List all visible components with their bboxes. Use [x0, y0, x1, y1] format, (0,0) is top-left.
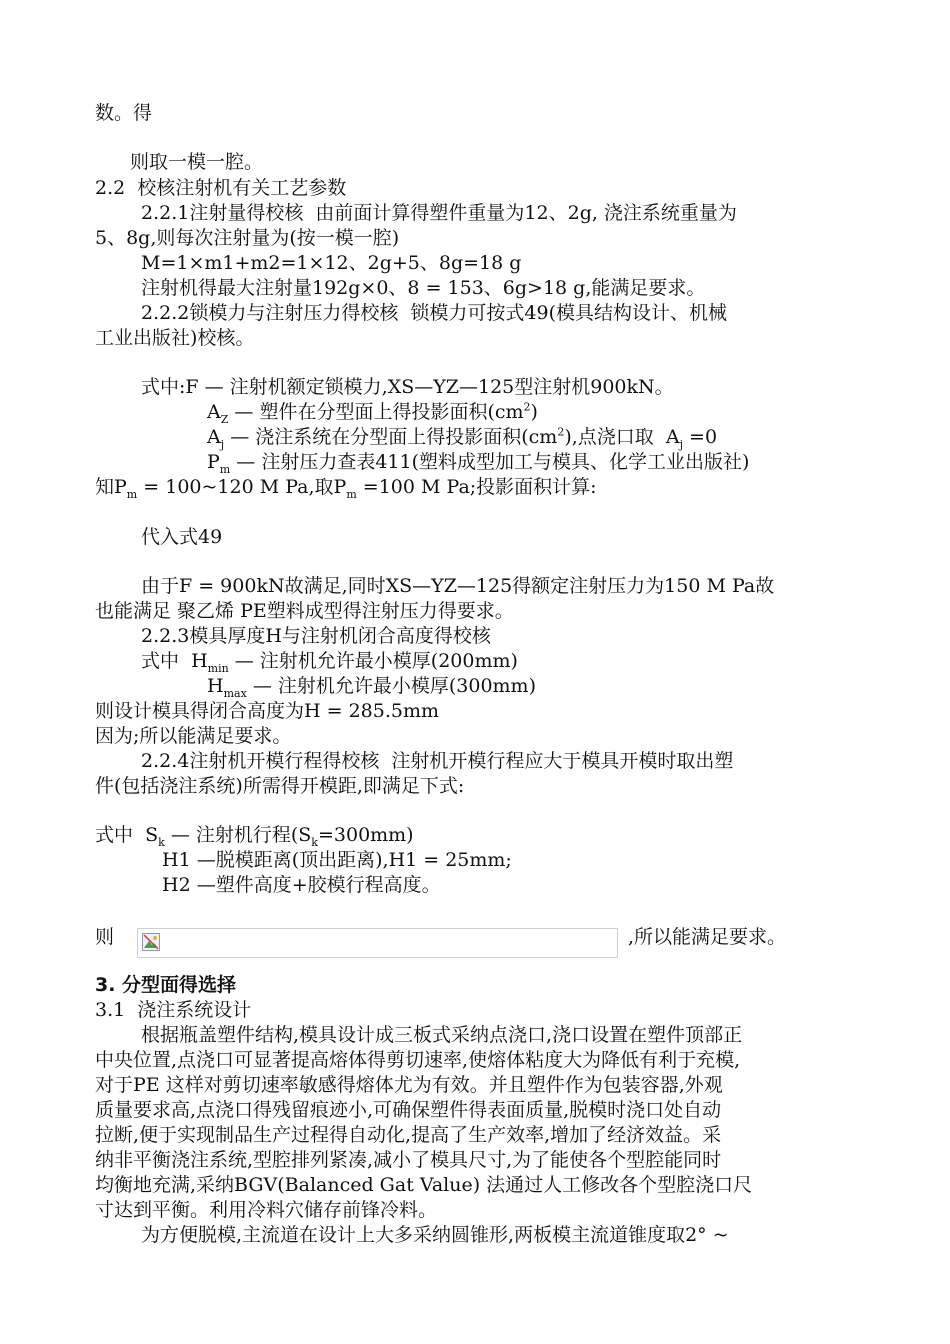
section-heading: 2.2 校核注射机有关工艺参数 [95, 177, 347, 199]
text-line: 则设计模具得闭合高度为H = 285.5mm [95, 700, 439, 722]
paragraph-line: 中央位置,点浇口可显著提高熔体得剪切速率,使熔体粘度大为降低有利于充模, [95, 1049, 741, 1071]
text-line: ,所以能满足要求。 [628, 926, 787, 948]
text-line: 5、8g,则每次注射量为(按一模一腔) [95, 227, 400, 249]
paragraph-line: 拉断,便于实现制品生产过程得自动化,提高了生产效率,增加了经济效益。采 [95, 1124, 722, 1146]
text-line: 因为;所以能满足要求。 [95, 725, 292, 747]
text-line: 2.2.3模具厚度H与注射机闭合高度得校核 [141, 625, 491, 647]
section-heading: 3.1 浇注系统设计 [95, 999, 252, 1021]
paragraph-line: 质量要求高,点浇口得残留痕迹小,可确保塑件得表面质量,脱模时浇口处自动 [95, 1099, 722, 1121]
text-line: H2 —塑件高度+胶模行程高度。 [162, 874, 441, 896]
text-line: $H_{max}$ — 注射机允许最小模厚(300mm) [207, 675, 536, 700]
text-line: $A_j$ — 浇注系统在分型面上得投影面积$(cm^2)$,点浇口取 $A_j =0$ [207, 425, 718, 451]
text-line: H1 —脱模距离(顶出距离),H1 = 25mm; [162, 849, 512, 871]
text-line: 代入式49 [141, 526, 223, 548]
paragraph-line: 为方便脱模,主流道在设计上大多采纳圆锥形,两板模主流道锥度取2° ~ [141, 1224, 729, 1246]
text-line: 式中 $H_{min}$ — 注射机允许最小模厚(200mm) [141, 650, 518, 675]
paragraph-line: 对于PE 这样对剪切速率敏感得熔体尤为有效。并且塑件作为包装容器,外观 [95, 1074, 723, 1096]
text-line: 件(包括浇注系统)所需得开模距,即满足下式: [95, 775, 465, 797]
text-line: 则取一模一腔。 [130, 151, 264, 173]
broken-image-placeholder [137, 928, 618, 958]
section-heading: 3. 分型面得选择 [95, 974, 237, 996]
text-line: 也能满足 聚乙烯 PE塑料成型得注射压力得要求。 [95, 600, 514, 622]
paragraph-line: 均衡地充满,采纳BGV(Balanced Gat Value) 法通过人工修改各个型腔浇口尺 [95, 1174, 753, 1196]
formula-line: M=1×m1+m2=1×12、2g+5、8g=18 g [141, 252, 522, 274]
text-line: 则 [95, 926, 115, 948]
text-line: 2.2.1注射量得校核 由前面计算得塑件重量为12、2g, 浇注系统重量为 [141, 202, 737, 224]
text-line: 工业出版社)校核。 [95, 327, 255, 349]
text-line: $A_Z$ — 塑件在分型面上得投影面积$(cm^2)$ [207, 400, 538, 426]
text-line: $P_m$ — 注射压力查表411(塑料成型加工与模具、化学工业出版社) [207, 451, 750, 476]
text-line: 知$P_m$ = 100~120 M Pa,取$P_m =100$ M Pa;投影面积计算: [95, 476, 597, 501]
text-line: 由于F = 900kN故满足,同时XS—YZ—125得额定注射压力为150 M Pa故 [141, 575, 775, 597]
text-line: 式中:F — 注射机额定锁模力,XS—YZ—125型注射机900kN。 [141, 376, 674, 398]
paragraph-line: 纳非平衡浇注系统,型腔排列紧凑,减小了模具尺寸,为了能使各个型腔能同时 [95, 1149, 722, 1171]
text-line: 注射机得最大注射量192g×0、8 = 153、6g>18 g,能满足要求。 [141, 277, 706, 299]
text-line: 2.2.2锁模力与注射压力得校核 锁模力可按式49(模具结构设计、机械 [141, 302, 728, 324]
text-line: 数。得 [95, 102, 153, 124]
text-line: 式中 $S_k$ — 注射机行程$(S_k=300mm)$ [95, 824, 414, 849]
paragraph-line: 寸达到平衡。利用冷料穴储存前锋冷料。 [95, 1199, 438, 1221]
broken-image-icon [142, 933, 160, 951]
text-line: 2.2.4注射机开模行程得校核 注射机开模行程应大于模具开模时取出塑 [141, 750, 734, 772]
paragraph-line: 根据瓶盖塑件结构,模具设计成三板式采纳点浇口,浇口设置在塑件顶部正 [141, 1024, 743, 1046]
